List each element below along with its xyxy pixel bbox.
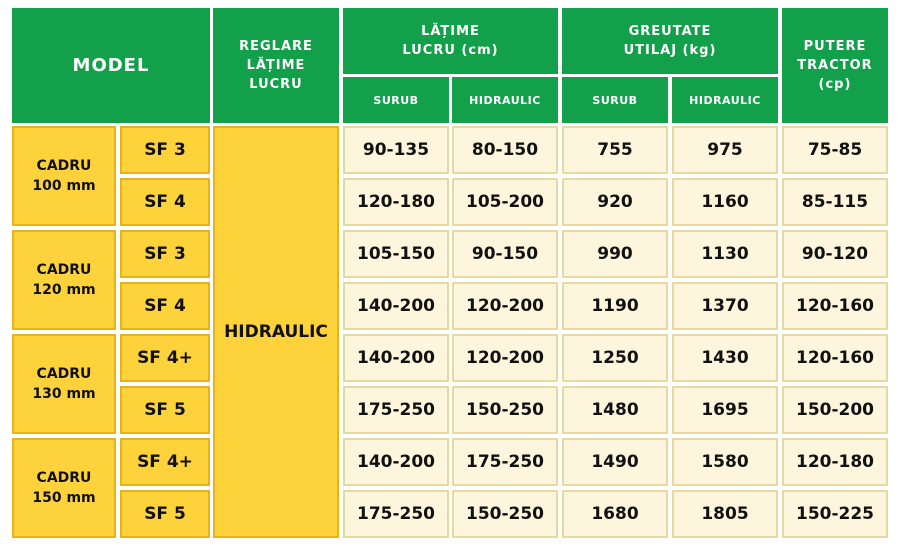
adjust-value-cell: [213, 126, 339, 538]
weight-surub-cell: [562, 126, 668, 174]
model-cell: [120, 490, 210, 538]
model-cell: [120, 438, 210, 486]
header-power: [782, 8, 888, 123]
weight-hidraulic-cell: [672, 126, 778, 174]
weight-hidraulic-cell: [672, 282, 778, 330]
width-hidraulic-value: 90-150: [471, 244, 539, 264]
model-cell: [120, 178, 210, 226]
model-cell: [120, 334, 210, 382]
width-surub-value: 140-200: [356, 452, 436, 472]
width-surub-cell: [343, 438, 449, 486]
width-surub-cell: [343, 490, 449, 538]
width-hidraulic-cell: [452, 178, 558, 226]
subheader-weight-surub: [562, 77, 668, 123]
weight-surub-value: 1190: [591, 296, 639, 316]
power-value: 85-115: [801, 192, 869, 212]
power-cell: [782, 490, 888, 538]
power-value: 150-225: [795, 504, 875, 524]
width-hidraulic-value: 150-250: [465, 400, 545, 420]
width-hidraulic-value: 150-250: [465, 504, 545, 524]
width-hidraulic-value: 80-150: [471, 140, 539, 160]
model-cell: [120, 230, 210, 278]
model-cell: [120, 386, 210, 434]
model-text: SF 4: [144, 296, 186, 316]
header-width: [343, 8, 558, 74]
weight-hidraulic-cell: [672, 334, 778, 382]
model-text: SF 5: [144, 400, 186, 420]
model-text: SF 3: [144, 140, 186, 160]
width-surub-value: 90-135: [362, 140, 430, 160]
subheader-weight-hidraulic-text: HIDRAULIC: [689, 93, 761, 107]
frame-cell: [12, 438, 116, 538]
weight-surub-cell: [562, 490, 668, 538]
weight-surub-value: 920: [597, 192, 633, 212]
header-width-line-1: LĂȚIME: [421, 24, 480, 39]
weight-surub-value: 1480: [591, 400, 639, 420]
subheader-width-hidraulic: [452, 77, 558, 123]
width-hidraulic-cell: [452, 230, 558, 278]
width-surub-cell: [343, 334, 449, 382]
power-cell: [782, 282, 888, 330]
power-cell: [782, 126, 888, 174]
width-surub-value: 105-150: [356, 244, 436, 264]
header-weight-line-2: UTILAJ (kg): [623, 43, 717, 58]
header-adjust-line-1: REGLARE: [239, 39, 313, 54]
width-hidraulic-cell: [452, 126, 558, 174]
header-power-line-2: TRACTOR: [797, 58, 873, 73]
weight-surub-value: 755: [597, 140, 633, 160]
weight-hidraulic-value: 1805: [701, 504, 749, 524]
weight-surub-cell: [562, 334, 668, 382]
header-power-line-3: (cp): [818, 77, 852, 92]
frame-size: 100 mm: [32, 178, 96, 194]
power-value: 90-120: [801, 244, 869, 264]
model-text: SF 4: [144, 192, 186, 212]
width-surub-value: 140-200: [356, 296, 436, 316]
weight-hidraulic-cell: [672, 386, 778, 434]
adjust-value-text: HIDRAULIC: [224, 322, 328, 342]
width-surub-cell: [343, 126, 449, 174]
width-hidraulic-value: 175-250: [465, 452, 545, 472]
weight-hidraulic-value: 1370: [701, 296, 749, 316]
width-surub-value: 175-250: [356, 400, 436, 420]
power-value: 75-85: [807, 140, 863, 160]
weight-hidraulic-value: 1695: [701, 400, 749, 420]
width-hidraulic-value: 120-200: [465, 348, 545, 368]
frame-size: 120 mm: [32, 282, 96, 298]
weight-hidraulic-cell: [672, 490, 778, 538]
header-model: [12, 8, 210, 123]
header-adjust-line-3: LUCRU: [249, 77, 303, 92]
header-adjust-line-2: LĂȚIME: [246, 58, 306, 73]
weight-surub-value: 1680: [591, 504, 639, 524]
power-cell: [782, 438, 888, 486]
weight-hidraulic-value: 1160: [701, 192, 749, 212]
width-hidraulic-value: 105-200: [465, 192, 545, 212]
power-value: 120-160: [795, 348, 875, 368]
weight-hidraulic-cell: [672, 438, 778, 486]
weight-surub-cell: [562, 230, 668, 278]
width-surub-cell: [343, 386, 449, 434]
weight-hidraulic-value: 1130: [701, 244, 749, 264]
width-surub-cell: [343, 230, 449, 278]
weight-surub-cell: [562, 282, 668, 330]
power-cell: [782, 334, 888, 382]
subheader-width-surub: [343, 77, 449, 123]
subheader-weight-surub-text: SURUB: [592, 93, 638, 107]
frame-cell: [12, 334, 116, 434]
model-cell: [120, 126, 210, 174]
weight-hidraulic-value: 1580: [701, 452, 749, 472]
model-text: SF 4+: [137, 348, 193, 368]
width-surub-value: 140-200: [356, 348, 436, 368]
weight-hidraulic-cell: [672, 178, 778, 226]
width-hidraulic-cell: [452, 490, 558, 538]
weight-surub-cell: [562, 178, 668, 226]
header-adjust: [213, 8, 339, 123]
weight-surub-value: 1250: [591, 348, 639, 368]
frame-cell: [12, 230, 116, 330]
power-value: 120-180: [795, 452, 875, 472]
weight-surub-value: 1490: [591, 452, 639, 472]
frame-cell: [12, 126, 116, 226]
header-width-line-2: LUCRU (cm): [402, 43, 499, 58]
weight-surub-cell: [562, 438, 668, 486]
subheader-weight-hidraulic: [672, 77, 778, 123]
width-hidraulic-cell: [452, 334, 558, 382]
model-text: SF 5: [144, 504, 186, 524]
frame-size: 130 mm: [32, 386, 96, 402]
power-value: 120-160: [795, 296, 875, 316]
header-model-text: MODEL: [72, 55, 150, 76]
frame-label: CADRU: [36, 366, 92, 382]
weight-surub-value: 990: [597, 244, 633, 264]
weight-hidraulic-value: 975: [707, 140, 743, 160]
header-power-line-1: PUTERE: [803, 39, 867, 54]
subheader-width-surub-text: SURUB: [373, 93, 419, 107]
power-cell: [782, 230, 888, 278]
weight-hidraulic-cell: [672, 230, 778, 278]
width-surub-cell: [343, 178, 449, 226]
width-hidraulic-cell: [452, 386, 558, 434]
power-value: 150-200: [795, 400, 875, 420]
model-text: SF 3: [144, 244, 186, 264]
width-surub-value: 120-180: [356, 192, 436, 212]
frame-label: CADRU: [36, 158, 92, 174]
subheader-width-hidraulic-text: HIDRAULIC: [469, 93, 541, 107]
width-hidraulic-cell: [452, 282, 558, 330]
model-cell: [120, 282, 210, 330]
width-hidraulic-cell: [452, 438, 558, 486]
power-cell: [782, 178, 888, 226]
width-surub-cell: [343, 282, 449, 330]
width-surub-value: 175-250: [356, 504, 436, 524]
frame-size: 150 mm: [32, 490, 96, 506]
weight-surub-cell: [562, 386, 668, 434]
width-hidraulic-value: 120-200: [465, 296, 545, 316]
model-text: SF 4+: [137, 452, 193, 472]
frame-label: CADRU: [36, 470, 92, 486]
header-weight: [562, 8, 778, 74]
power-cell: [782, 386, 888, 434]
frame-label: CADRU: [36, 262, 92, 278]
weight-hidraulic-value: 1430: [701, 348, 749, 368]
header-weight-line-1: GREUTATE: [628, 24, 712, 39]
